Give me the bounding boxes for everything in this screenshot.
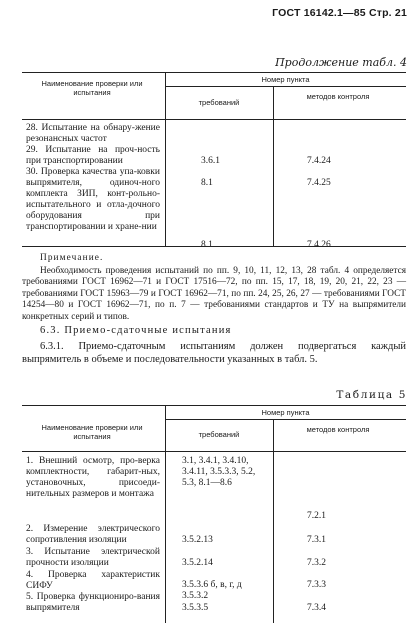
- table5-row-req-2: 3.5.2.13: [182, 535, 213, 545]
- table5-header-name: Наименование проверки или испытания: [41, 423, 143, 441]
- table5-row-meth-1: 7.2.1: [307, 511, 326, 521]
- table4-body-divider-2: [273, 119, 274, 246]
- page-header: ГОСТ 16142.1—85 Стр. 21: [272, 7, 407, 19]
- table5-caption: Таблица 5: [336, 389, 407, 401]
- table4-row-req: 8.1: [201, 240, 213, 250]
- table5-group-rule: [165, 419, 406, 420]
- table4-top-rule: [22, 72, 406, 73]
- table4-row-meth: 7.4.26: [307, 240, 331, 250]
- section-heading: 6.3. Приемо-сдаточные испытания: [40, 325, 232, 336]
- table4-row-meth: 7.4.24: [307, 156, 331, 166]
- table4-header-methods: методов контроля: [306, 92, 370, 101]
- table5-row-req-4: 3.5.3.6 б, в, г, д 3.5.3.2: [182, 580, 242, 601]
- table4-body-divider-1: [165, 119, 166, 246]
- table5-row-name-5: 5. Проверка функциониро-вания выпрямителя: [26, 592, 160, 613]
- continuation-label: Продолжение табл. 4: [275, 56, 407, 69]
- table4-row-req: 8.1: [201, 178, 213, 188]
- table5-col-divider-2: [273, 419, 274, 623]
- table5-row-name-2: 2. Измерение электрического сопротивления изоляции: [26, 524, 160, 545]
- table4-row-meth: 7.4.25: [307, 178, 331, 188]
- table4-group-rule: [165, 86, 406, 87]
- table5-header-req: требований: [198, 430, 240, 439]
- table5-row-meth-3: 7.3.2: [307, 558, 326, 568]
- table4-header-group: Номер пункта: [261, 75, 310, 84]
- table5-row-name-4: 4. Проверка характеристик СИФУ: [26, 570, 160, 591]
- table5-top-rule: [22, 405, 406, 406]
- table5-row-req-5: 3.5.3.5: [182, 603, 209, 613]
- table5-row-req-1: 3.1, 3.4.1, 3.4.10, 3.4.11, 3.5.3.3, 5.2, 5.3, 8.1—8.6: [182, 456, 256, 488]
- table4-header-rule: [22, 119, 406, 120]
- table5-row-name-3: 3. Испытание электрической прочности изоляции: [26, 547, 160, 568]
- table4-header-name: Наименование проверки или испытания: [41, 79, 143, 97]
- section-text: 6.3.1. Приемо-сдаточным испытаниям должен подвергаться каждый выпрямитель в объеме и последовательности указанных в табл. 5.: [22, 341, 406, 365]
- table4-row-name-28: 28. Испытание на обнару-жение резонансных частот: [26, 123, 160, 144]
- table5-header-group: Номер пункта: [261, 408, 310, 417]
- note-title: Примечание.: [40, 253, 104, 263]
- table5-row-meth-4: 7.3.3: [307, 580, 326, 590]
- table5-row-meth-2: 7.3.1: [307, 535, 326, 545]
- table4-row-name-30: 30. Проверка качества упа-ковки выпрямителя, одиноч-ного комплекта ЗИП, конт-рольно-испытательного и отла-дочного оборудования при транспортировании и хране-нии: [26, 167, 160, 232]
- table4-row-name-29: 29. Испытание на проч-ность при транспортировании: [26, 145, 160, 166]
- table4-bottom-rule: [22, 246, 406, 247]
- table5-header-rule: [22, 451, 406, 452]
- table4-col-divider-2: [273, 86, 274, 119]
- table5-header-methods: методов контроля: [306, 425, 370, 434]
- table5-row-req-3: 3.5.2.14: [182, 558, 213, 568]
- table5-row-name-1: 1. Внешний осмотр, про-верка комплектности, габарит-ных, установочных, присоеди-нительных размеров и монтажа: [26, 456, 160, 499]
- table5-row-meth-5: 7.3.4: [307, 603, 326, 613]
- note-text: Необходимость проведения испытаний по пп. 9, 10, 11, 12, 13, 28 табл. 4 определяется требованиями ГОСТ 16962—71 и ГОСТ 17516—72, по пп. 15, 17, 18, 19, 20, 21, 22, 23 — требованиями ГОСТ 15963—79 и ГОСТ 16962—71, по пп. 24, 25, 26, 27 — требованиями ГОСТ 14254—80 и ГОСТ 16962—71, по п. 7 — требованиями стандартов и ТУ на выпрямители конкретных серий и типов.: [22, 266, 406, 322]
- table4-row-req: 3.6.1: [201, 156, 220, 166]
- table4-header-req: требований: [198, 98, 240, 107]
